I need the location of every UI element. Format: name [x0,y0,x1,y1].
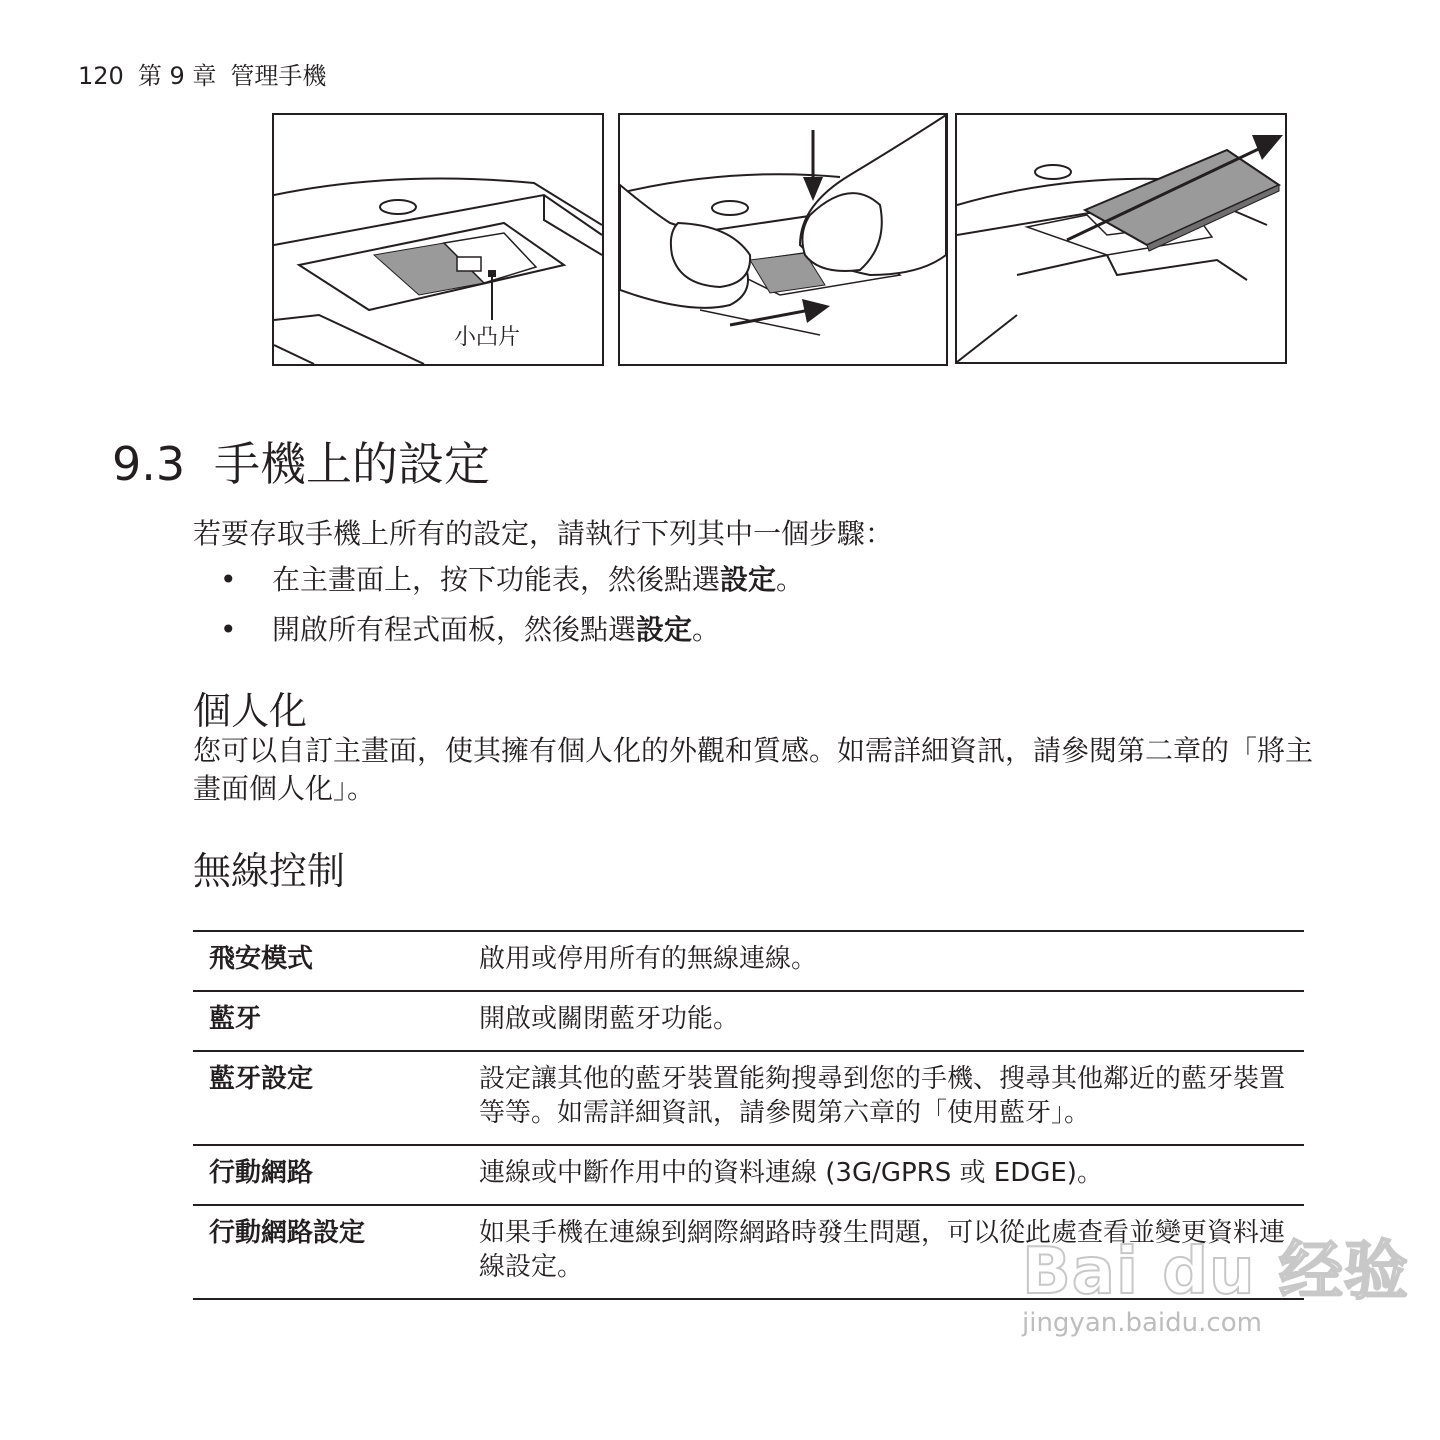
watermark-brand: Bai du 经验 [1022,1235,1409,1309]
section-title [112,428,490,494]
step-text: 在主畫面上，按下功能表，然後點選 [272,563,721,596]
section-title-text: 手機上的設定 [214,437,490,491]
intro-text: 若要存取手機上所有的設定，請執行下列其中一個步驟： [193,517,894,550]
watermark-url: jingyan.baidu.com [1022,1308,1262,1338]
illustration-panel-1 [272,113,604,366]
setting-description: 連線或中斷作用中的資料連線 (3G/GPRS 或 EDGE)。 [463,1145,1304,1205]
illustration-panel-2 [618,113,948,366]
chapter-title: 管理手機 [230,62,327,90]
callout-label: 小凸片 [454,325,521,350]
step-emphasis: 設定 [636,613,693,646]
illustration-panel-3 [955,113,1287,364]
wireless-heading: 無線控制 [193,849,346,893]
section-number: 9.3 [112,437,186,491]
table-row [193,1051,1304,1145]
setting-name: 藍牙 [193,991,463,1051]
setting-name: 藍牙設定 [193,1051,463,1145]
setting-description: 如果手機在連線到網際網路時發生問題，可以從此處查看並變更資料連線設定。 [463,1205,1304,1299]
step-emphasis: 設定 [720,563,777,596]
page-number: 120 [78,62,124,90]
step-end: 。 [776,563,805,596]
step-end: 。 [692,613,721,646]
table-row [193,931,1304,991]
setting-name: 行動網路設定 [193,1205,463,1299]
personalize-body: 您可以自訂主畫面，使其擁有個人化的外觀和質感。如需詳細資訊，請參閱第二章的「將主畫面個人化」。 [193,734,1314,805]
running-header [78,56,340,91]
watermark [1022,1220,1409,1338]
table-row [193,1145,1304,1205]
personalize-heading: 個人化 [193,689,308,733]
table-row [193,991,1304,1051]
setting-description: 開啟或關閉藍牙功能。 [463,991,1304,1051]
chapter-number: 第 9 章 [137,62,217,90]
bullet-marker: • [220,613,237,646]
setting-description: 設定讓其他的藍牙裝置能夠搜尋到您的手機、搜尋其他鄰近的藍牙裝置等等。如需詳細資訊，請參閱第六章的「使用藍牙」。 [463,1051,1304,1145]
steps-list [220,562,804,662]
list-item [220,562,804,612]
setting-name: 飛安模式 [193,931,463,991]
bullet-marker: • [220,563,237,596]
list-item [220,612,804,662]
setting-name: 行動網路 [193,1145,463,1205]
step-text: 開啟所有程式面板，然後點選 [272,613,637,646]
setting-description: 啟用或停用所有的無線連線。 [463,931,1304,991]
